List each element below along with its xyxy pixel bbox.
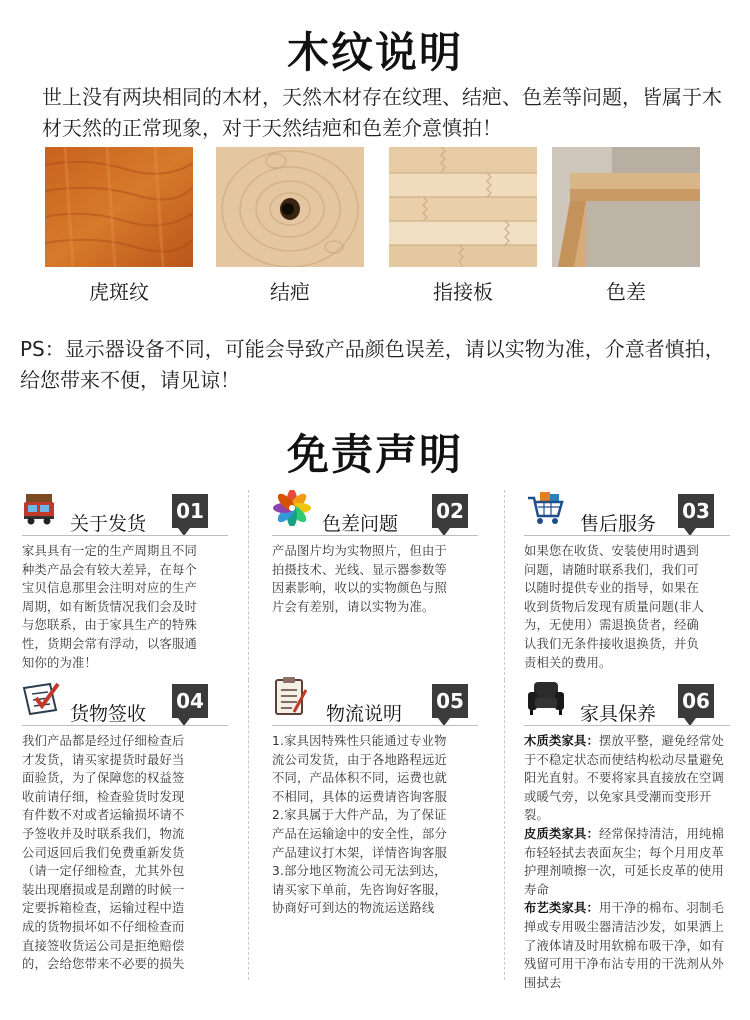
column-divider <box>248 680 249 980</box>
wood-sample-color-difference <box>552 147 700 267</box>
care-paragraph-wood <box>524 732 736 825</box>
wood-sample-label: 色差 <box>606 280 646 304</box>
shopping-cart-icon <box>526 490 562 526</box>
section-number-badge: 05 <box>432 684 468 718</box>
care-text: 用干净的棉布、羽制毛掸或专用吸尘器清洁沙发，如果洒上了液体请及时用软棉布吸干净，如有残留可用干净布沾专用的干洗剂从外围拭去 <box>524 901 724 990</box>
checklist-icon <box>22 680 58 716</box>
wood-sample-tiger-stripe <box>45 147 193 267</box>
section-body: 1.家具因特殊性只能通过专业物 流公司发货，由于各地路程远近 不同，产品体积不同，运费也就 不相同，具体的运费请咨询客服 2.家具属于大件产品，为了保证 产品在运输途中的安全性，部分 产品建议打木架，详情咨询客服 3.部分地区物流公司无法到达， 请买家下单前，先咨询好客服， 协商好可到达的物流运送路线 <box>272 734 447 916</box>
sofa-icon <box>526 680 562 716</box>
section-title: 物流说明 <box>326 703 403 725</box>
care-paragraph-fabric <box>524 899 736 992</box>
wood-grain-intro: 世上没有两块相同的木材，天然木材存在纹理、结疤、色差等问题，皆属于木材天然的正常现象，对于天然结疤和色差介意慎拍！ <box>42 85 722 140</box>
section-underline <box>272 725 478 726</box>
care-heading: 布艺类家具： <box>524 901 599 916</box>
section-underline <box>524 535 730 536</box>
wood-sample-knot <box>216 147 364 267</box>
column-divider <box>504 490 505 680</box>
section-body: 我们产品都是经过仔细检查后 才发货，请买家提货时最好当 面验货，为了保障您的权益签 收前请仔细，检查验货时发现 有件数不对或者运输损坏请不 予签收并及时联系我们，物流 公司返回后我们免费重新发货 （请一定仔细检查，尤其外包 装出现磨损或是刮蹭的时候一 定要拆箱检查，运输过程中造 成的货物损坏如不仔细检查而 直接签收货运公司是拒绝赔偿 的，会给您带来不必要的损失 <box>22 734 185 972</box>
clipboard-icon <box>272 676 308 712</box>
wood-sample-label: 结疤 <box>270 280 310 304</box>
color-wheel-icon <box>272 490 308 526</box>
wood-sample-label: 指接板 <box>433 280 493 304</box>
section-body: 如果您在收货、安装使用时遇到 问题，请随时联系我们，我们可 以随时提供专业的指导，如果在 收到货物后发现有质量问题(非人 为，无使用）需退换货者，经确 认我们无条件接收退换货，并负 责相关的费用。 <box>524 544 704 670</box>
section-title: 售后服务 <box>580 513 657 535</box>
truck-icon <box>22 490 58 526</box>
column-divider <box>504 680 505 980</box>
care-text: 摆放平整，避免经常处于不稳定状态而使结构松动尽量避免阳光直射。不要将家具直接放在空调或暖气旁，以免家具受潮而变形开裂。 <box>524 734 724 823</box>
section-body <box>524 732 736 992</box>
care-text: 经常保持清洁，用纯棉布轻轻拭去表面灰尘；每个月用皮革护理剂喷擦一次，可延长皮革的使用寿命 <box>524 826 724 897</box>
section-underline <box>22 725 228 726</box>
section-title: 色差问题 <box>322 513 399 535</box>
section-number-badge: 03 <box>678 494 714 528</box>
column-divider <box>248 490 249 680</box>
section-title: 家具保养 <box>580 703 657 725</box>
care-paragraph-leather <box>524 825 736 899</box>
wood-sample-label: 虎斑纹 <box>89 280 149 304</box>
care-heading: 皮质类家具： <box>524 826 599 841</box>
section-number-badge: 02 <box>432 494 468 528</box>
section-underline <box>22 535 228 536</box>
care-heading: 木质类家具： <box>524 734 599 748</box>
display-difference-note: PS：显示器设备不同，可能会导致产品颜色误差，请以实物为准，介意者慎拍，给您带来不便，请见谅！ <box>20 337 725 392</box>
wood-sample-finger-joint <box>389 147 537 267</box>
section-title: 货物签收 <box>70 703 147 725</box>
disclaimer-title: 免责声明 <box>286 430 463 479</box>
section-body: 产品图片均为实物照片，但由于 拍摄技术、光线、显示器参数等 因素影响，收以的实物颜色与照 片会有差别，请以实物为准。 <box>272 544 447 614</box>
section-number-badge: 01 <box>172 494 208 528</box>
wood-grain-title: 木纹说明 <box>286 28 463 77</box>
section-underline <box>524 725 730 726</box>
section-number-badge: 06 <box>678 684 714 718</box>
section-title: 关于发货 <box>70 513 147 535</box>
section-body: 家具具有一定的生产周期且不同 种类产品会有较大差异，在每个 宝贝信息那里会注明对应的生产 周期，如有断货情况我们会及时 与您联系，由于家具生产的特殊 性，货期会常有浮动，以客服通 知你的为准！ <box>22 544 197 670</box>
section-underline <box>272 535 478 536</box>
section-number-badge: 04 <box>172 684 208 718</box>
